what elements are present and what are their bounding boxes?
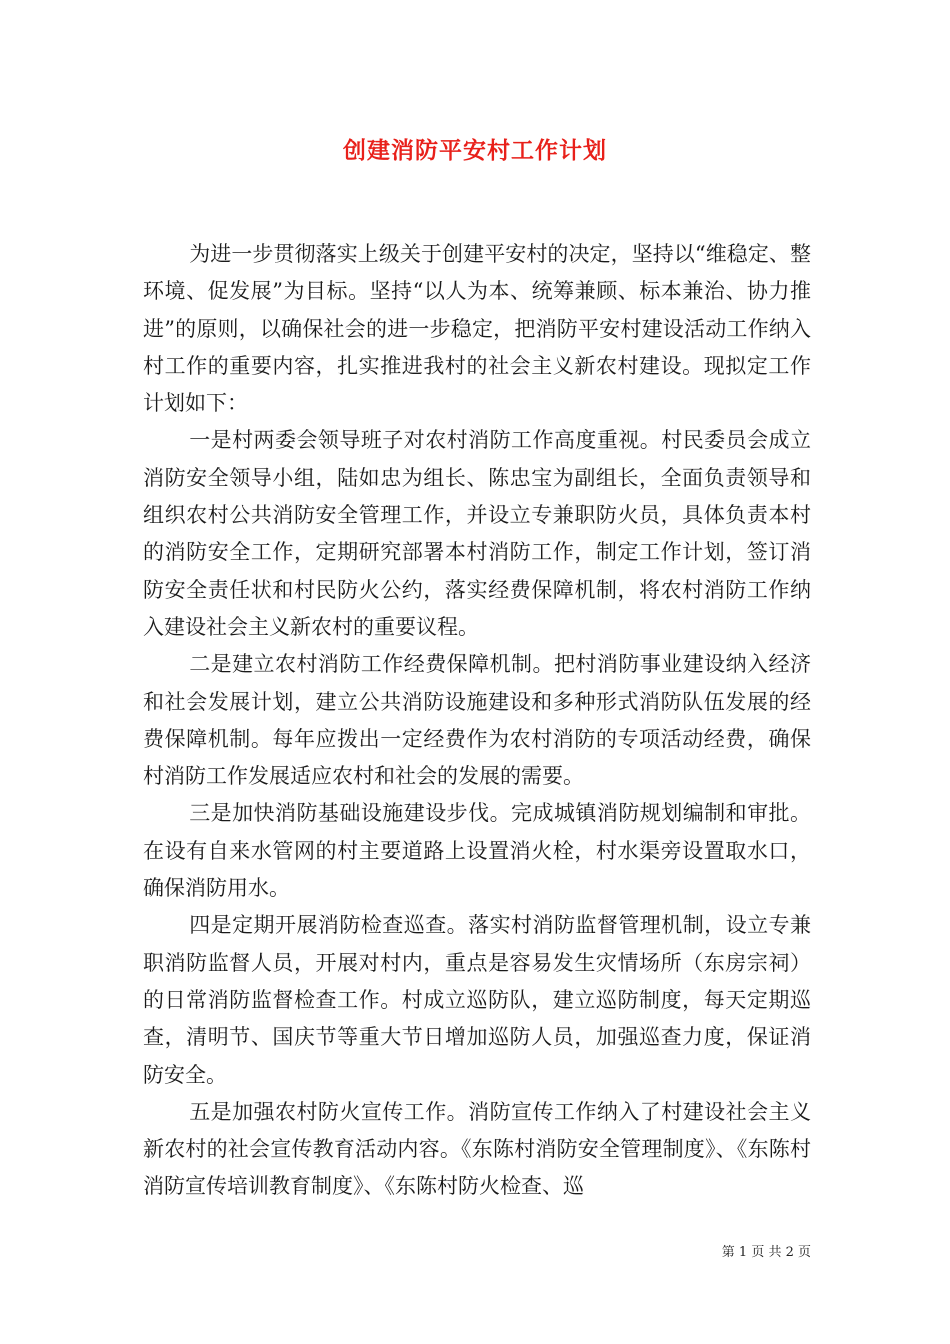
page-number-footer: 第 1 页 共 2 页 [721, 1245, 811, 1260]
paragraph-item-1: 一是村两委会领导班子对农村消防工作高度重视。村民委员会成立消防安全领导小组，陆如忠为组长、陈忠宝为副组长，全面负责领导和组织农村公共消防安全管理工作，并设立专兼职防火员，具体负责本村的消防安全工作，定期研究部署本村消防工作，制定工作计划，签订消防安全责任状和村民防火公约，落实经费保障机制，将农村消防工作纳入建设社会主义新农村的重要议程。 [143, 428, 811, 639]
page-title: 创建消防平安村工作计划 [343, 137, 607, 164]
paragraph-item-5: 五是加强农村防火宣传工作。消防宣传工作纳入了村建设社会主义新农村的社会宣传教育活动内容。《东陈村消防安全管理制度》、《东陈村消防宣传培训教育制度》、《东陈村防火检查、巡 [143, 1099, 811, 1199]
document-body [143, 236, 811, 1206]
paragraph-intro: 为进一步贯彻落实上级关于创建平安村的决定，坚持以“维稳定、整环境、促发展”为目标。坚持“以人为本、统筹兼顾、标本兼治、协力推进”的原则，以确保社会的进一步稳定，把消防平安村建设活动工作纳入村工作的重要内容，扎实推进我村的社会主义新农村建设。现拟定工作计划如下： [143, 242, 811, 416]
paragraph-item-3: 三是加快消防基础设施建设步伐。完成城镇消防规划编制和审批。在设有自来水管网的村主要道路上设置消火栓，村水渠旁设置取水口，确保消防用水。 [143, 801, 811, 901]
paragraph-item-4: 四是定期开展消防检查巡查。落实村消防监督管理机制，设立专兼职消防监督人员，开展对村内，重点是容易发生灾情场所（东房宗祠）的日常消防监督检查工作。村成立巡防队，建立巡防制度，每天定期巡查，清明节、国庆节等重大节日增加巡防人员，加强巡查力度，保证消防安全。 [143, 913, 811, 1087]
paragraph-item-2: 二是建立农村消防工作经费保障机制。把村消防事业建设纳入经济和社会发展计划，建立公共消防设施建设和多种形式消防队伍发展的经费保障机制。每年应拨出一定经费作为农村消防的专项活动经费，确保村消防工作发展适应农村和社会的发展的需要。 [143, 652, 811, 789]
